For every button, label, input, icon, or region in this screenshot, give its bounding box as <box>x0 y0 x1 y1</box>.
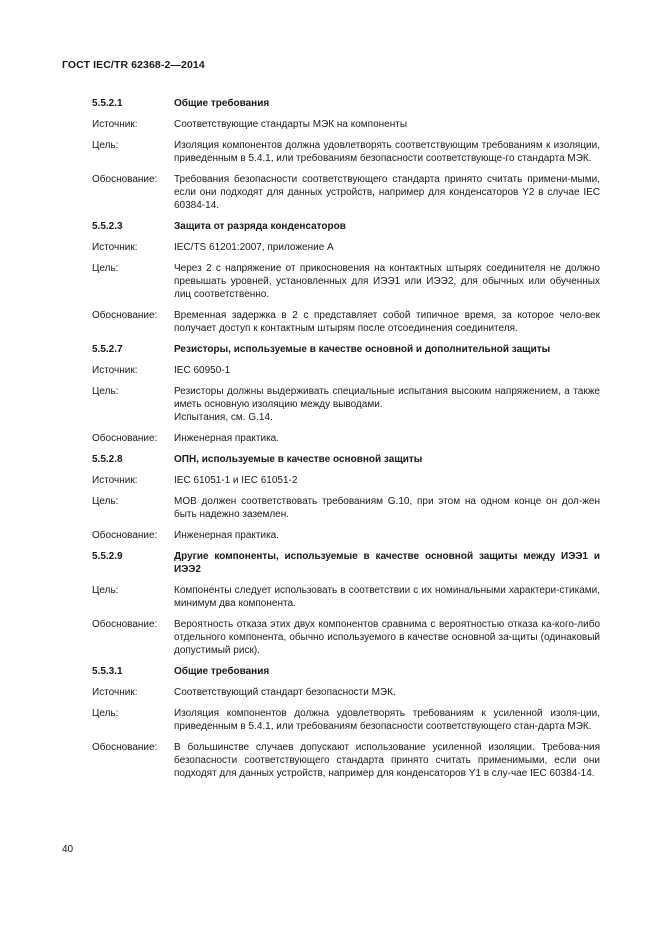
document-body <box>92 97 600 788</box>
goal-row <box>92 707 600 733</box>
section <box>92 665 600 780</box>
section-number: 5.5.2.9 <box>92 551 123 562</box>
section <box>92 220 600 335</box>
goal-row <box>92 262 600 301</box>
goal-text: Резисторы должны выдерживать специальные испытания высоким напряжением, а также иметь основную изоляцию между выводами. Испытания, см. G.14. <box>174 386 600 423</box>
section-number: 5.5.2.7 <box>92 344 123 355</box>
rationale-row <box>92 529 600 542</box>
section <box>92 453 600 542</box>
section-heading <box>92 220 600 233</box>
source-label: Источник: <box>92 687 138 698</box>
section-title: Общие требования <box>174 98 270 109</box>
rationale-text: Временная задержка в 2 с представляет собой типичное время, за которое чело-век получает доступ к контактным штырям после отсоединения соединителя. <box>174 310 600 334</box>
source-label: Источник: <box>92 119 138 130</box>
rationale-label: Обоснование: <box>92 619 158 630</box>
section-number: 5.5.3.1 <box>92 666 123 677</box>
source-label: Источник: <box>92 475 138 486</box>
page-number: 40 <box>62 844 74 855</box>
source-text: IEC/TS 61201:2007, приложение А <box>174 242 334 253</box>
section-title: ОПН, используемые в качестве основной защиты <box>174 454 423 465</box>
rationale-text: В большинстве случаев допускают использование усиленной изоляции. Требова-ния безопасности соответствующего стандарта принято считать применимыми, если они подходят для данных устройств, например для конденсаторов Y1 в слу-чае IEC 60384-14. <box>174 742 600 779</box>
section <box>92 343 600 445</box>
document-header: ГОСТ IEC/TR 62368-2—2014 <box>62 59 205 71</box>
goal-label: Цель: <box>92 140 119 151</box>
rationale-text: Инженерная практика. <box>174 530 280 541</box>
section-heading <box>92 97 600 110</box>
section-number: 5.5.2.8 <box>92 454 123 465</box>
source-text: IEC 61051-1 и IEC 61051-2 <box>174 475 298 486</box>
goal-row <box>92 385 600 424</box>
rationale-text: Инженерная практика. <box>174 433 280 444</box>
goal-label: Цель: <box>92 585 119 596</box>
goal-text: Компоненты следует использовать в соответствии с их номинальными характери-стиками, минимум два компонента. <box>174 585 600 609</box>
goal-row <box>92 495 600 521</box>
rationale-row <box>92 309 600 335</box>
source-row <box>92 118 600 131</box>
goal-row <box>92 584 600 610</box>
rationale-text: Требования безопасности соответствующего стандарта принято считать примени-мыми, если они подходят для данных устройств, например для конденсаторов Y2 в случае IEC 60384-14. <box>174 174 600 211</box>
source-label: Источник: <box>92 242 138 253</box>
goal-label: Цель: <box>92 263 119 274</box>
source-label: Источник: <box>92 365 138 376</box>
rationale-label: Обоснование: <box>92 174 158 185</box>
section-title: Резисторы, используемые в качестве основной и дополнительной защиты <box>174 344 551 355</box>
source-row <box>92 686 600 699</box>
section-heading <box>92 665 600 678</box>
rationale-row <box>92 618 600 657</box>
section-number: 5.5.2.1 <box>92 98 123 109</box>
rationale-row <box>92 432 600 445</box>
rationale-label: Обоснование: <box>92 433 158 444</box>
section-title: Общие требования <box>174 666 270 677</box>
source-text: Соответствующие стандарты МЭК на компоненты <box>174 119 408 130</box>
rationale-label: Обоснование: <box>92 530 158 541</box>
source-text: Соответствующий стандарт безопасности МЭК. <box>174 687 396 698</box>
source-row <box>92 364 600 377</box>
source-row <box>92 241 600 254</box>
rationale-label: Обоснование: <box>92 310 158 321</box>
rationale-text: Вероятность отказа этих двух компонентов сравнима с вероятностью отказа ка-кого-либо отдельного компонента, обычно используемого в качестве основной за-щиты (одинаковый допустимый риск). <box>174 619 600 656</box>
section-title: Защита от разряда конденсаторов <box>174 221 346 232</box>
section-heading <box>92 550 600 576</box>
section-heading <box>92 453 600 466</box>
section-title: Другие компоненты, используемые в качестве основной защиты между ИЭЭ1 и ИЭЭ2 <box>174 551 600 575</box>
goal-text: Изоляция компонентов должна удовлетворять требованиям к усиленной изоля-ции, приведенным в 5.4.1, или требованиям безопасности соответствующего стан-дарта МЭК. <box>174 708 600 732</box>
source-text: IEC 60950-1 <box>174 365 231 376</box>
section <box>92 550 600 657</box>
goal-label: Цель: <box>92 496 119 507</box>
rationale-row <box>92 173 600 212</box>
section-number: 5.5.2.3 <box>92 221 123 232</box>
goal-text: Изоляция компонентов должна удовлетворять соответствующим требованиям к изоляции, приведенным в 5.4.1, или требованиям безопасности соответствующе-го стандарта МЭК. <box>174 140 600 164</box>
source-row <box>92 474 600 487</box>
goal-text: Через 2 с напряжение от прикосновения на контактных штырях соединителя не должно превышать уровней, установленных для ИЭЭ1 или ИЭЭ2, для обычных или обученных лиц соответственно. <box>174 263 600 300</box>
rationale-row <box>92 741 600 780</box>
section-heading <box>92 343 600 356</box>
goal-label: Цель: <box>92 708 119 719</box>
rationale-label: Обоснование: <box>92 742 158 753</box>
goal-label: Цель: <box>92 386 119 397</box>
goal-text: MOB должен соответствовать требованиям G.10, при этом на одном конце он дол-жен быть надежно заземлен. <box>174 496 600 520</box>
section <box>92 97 600 212</box>
goal-row <box>92 139 600 165</box>
